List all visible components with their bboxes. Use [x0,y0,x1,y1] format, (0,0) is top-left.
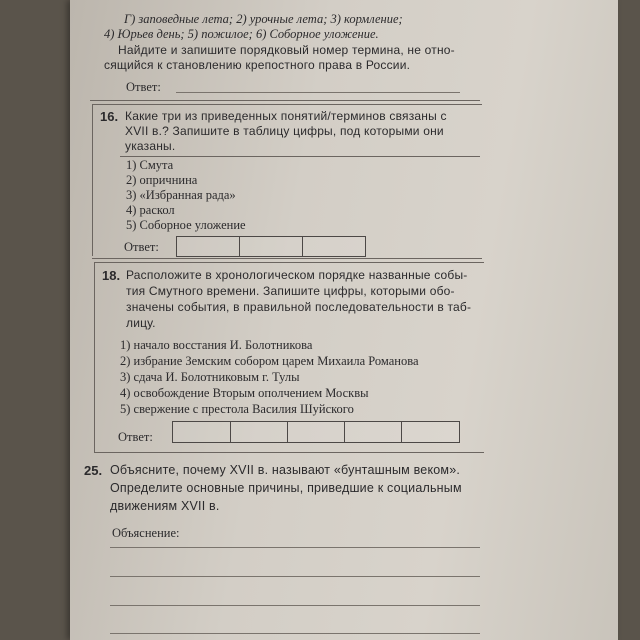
options-line-2: 4) Юрьев день; 5) пожилое; 6) Соборное уложение. [104,27,379,41]
q16-answer-cell-divider [239,237,240,256]
q16-frame-left [92,104,93,256]
q18-event-1: 1) начало восстания И. Болотникова [120,338,313,352]
q25-text-line-2: Определите основные причины, приведшие к социальным [110,481,462,495]
writing-line[interactable] [110,633,480,634]
writing-line[interactable] [110,547,480,548]
q18-text-line-1: Расположите в хронологическом порядке названные собы- [126,268,468,282]
q18-frame-left [94,262,95,452]
q25-number: 25. [84,463,103,478]
q25-text-line-3: движениям XVII в. [110,499,220,513]
q18-event-4: 4) освобождение Вторым ополчением Москвы [120,386,369,400]
q16-text-line-2: XVII в.? Запишите в таблицу цифры, под которыми они [125,124,444,138]
q25-text-line-1: Объясните, почему XVII в. называют «бунташным веком». [110,463,461,477]
q16-text-line-1: Какие три из приведенных понятий/терминов связаны с [125,109,447,123]
answer-label-top: Ответ: [126,80,161,94]
section-divider [90,100,480,101]
answer-line-top[interactable] [176,92,460,93]
q18-answer-cell-divider [230,422,231,442]
q18-answer-label: Ответ: [118,430,153,444]
instruction-line-1: Найдите и запишите порядковый номер термина, не отно- [118,43,455,57]
q16-text-line-3: указаны. [125,139,176,153]
q16-header-rule [120,156,480,157]
writing-line[interactable] [110,576,480,577]
workbook-page [70,0,618,640]
q18-text-line-4: лицу. [126,316,156,330]
q18-number: 18. [102,268,121,283]
q18-event-2: 2) избрание Земским собором царем Михаила Романова [120,354,419,368]
q16-option-1: 1) Смута [126,158,174,172]
writing-line[interactable] [110,605,480,606]
q18-text-line-3: значены события, в правильной последовательности в таб- [126,300,472,314]
q16-option-4: 4) раскол [126,203,175,217]
q18-text-line-2: тия Смутного времени. Запишите цифры, которыми обо- [126,284,455,298]
q18-answer-table[interactable] [172,421,460,443]
q18-frame-bottom [94,452,484,453]
q16-number: 16. [100,109,119,124]
q18-frame-top [94,262,484,263]
q18-event-5: 5) свержение с престола Василия Шуйского [120,402,354,416]
q16-answer-cell-divider [302,237,303,256]
q16-option-2: 2) опричнина [126,173,198,187]
q25-explanation-label: Объяснение: [112,526,180,540]
q18-answer-cell-divider [287,422,288,442]
q16-answer-table[interactable] [176,236,366,257]
q16-option-3: 3) «Избранная рада» [126,188,236,202]
q18-answer-cell-divider [401,422,402,442]
options-line-1: Г) заповедные лета; 2) урочные лета; 3) кормление; [124,12,403,26]
q18-answer-cell-divider [344,422,345,442]
q16-frame-top [92,104,482,105]
q18-event-3: 3) сдача И. Болотниковым г. Тулы [120,370,300,384]
instruction-line-2: сящийся к становлению крепостного права в России. [104,58,411,72]
q16-answer-label: Ответ: [124,240,159,254]
q16-option-5: 5) Соборное уложение [126,218,246,232]
q16-frame-bottom [92,258,482,259]
